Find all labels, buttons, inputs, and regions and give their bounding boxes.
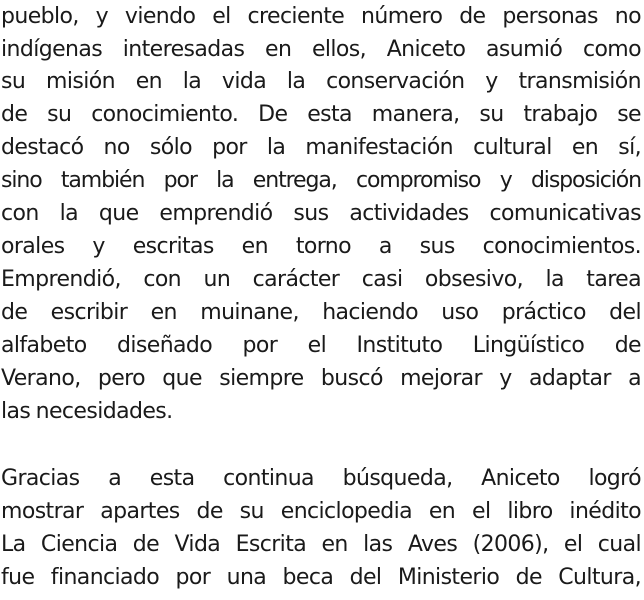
text-line: de escribir en muinane, haciendo uso práctico del bbox=[1, 300, 641, 325]
text-line: orales y escritas en torno a sus conocimientos. bbox=[1, 234, 641, 259]
text-line: Emprendió, con un carácter casi obsesivo, la tarea bbox=[1, 267, 641, 292]
text-line: pueblo, y viendo el creciente número de personas no bbox=[1, 4, 641, 29]
text-line: las necesidades. bbox=[1, 399, 173, 424]
text-line: La Ciencia de Vida Escrita en las Aves (2006), el cual bbox=[1, 532, 641, 557]
text-line: de su conocimiento. De esta manera, su trabajo se bbox=[1, 102, 641, 127]
text-line: sino también por la entrega, compromiso y disposición bbox=[1, 168, 641, 193]
text-line: destacó no sólo por la manifestación cultural en sí, bbox=[1, 135, 641, 160]
text-line: su misión en la vida la conservación y transmisión bbox=[1, 69, 641, 94]
text-line: indígenas interesadas en ellos, Aniceto asumió como bbox=[1, 37, 641, 62]
text-line: fue financiado por una beca del Ministerio de Cultura, bbox=[1, 565, 641, 590]
text-line: con la que emprendió sus actividades comunicativas bbox=[1, 201, 641, 226]
text-line: alfabeto diseñado por el Instituto Lingüístico de bbox=[1, 333, 641, 358]
text-line: Verano, pero que siempre buscó mejorar y adaptar a bbox=[1, 366, 641, 391]
text-line: Gracias a esta continua búsqueda, Aniceto logró bbox=[1, 466, 641, 491]
text-line: mostrar apartes de su enciclopedia en el libro inédito bbox=[1, 499, 641, 524]
